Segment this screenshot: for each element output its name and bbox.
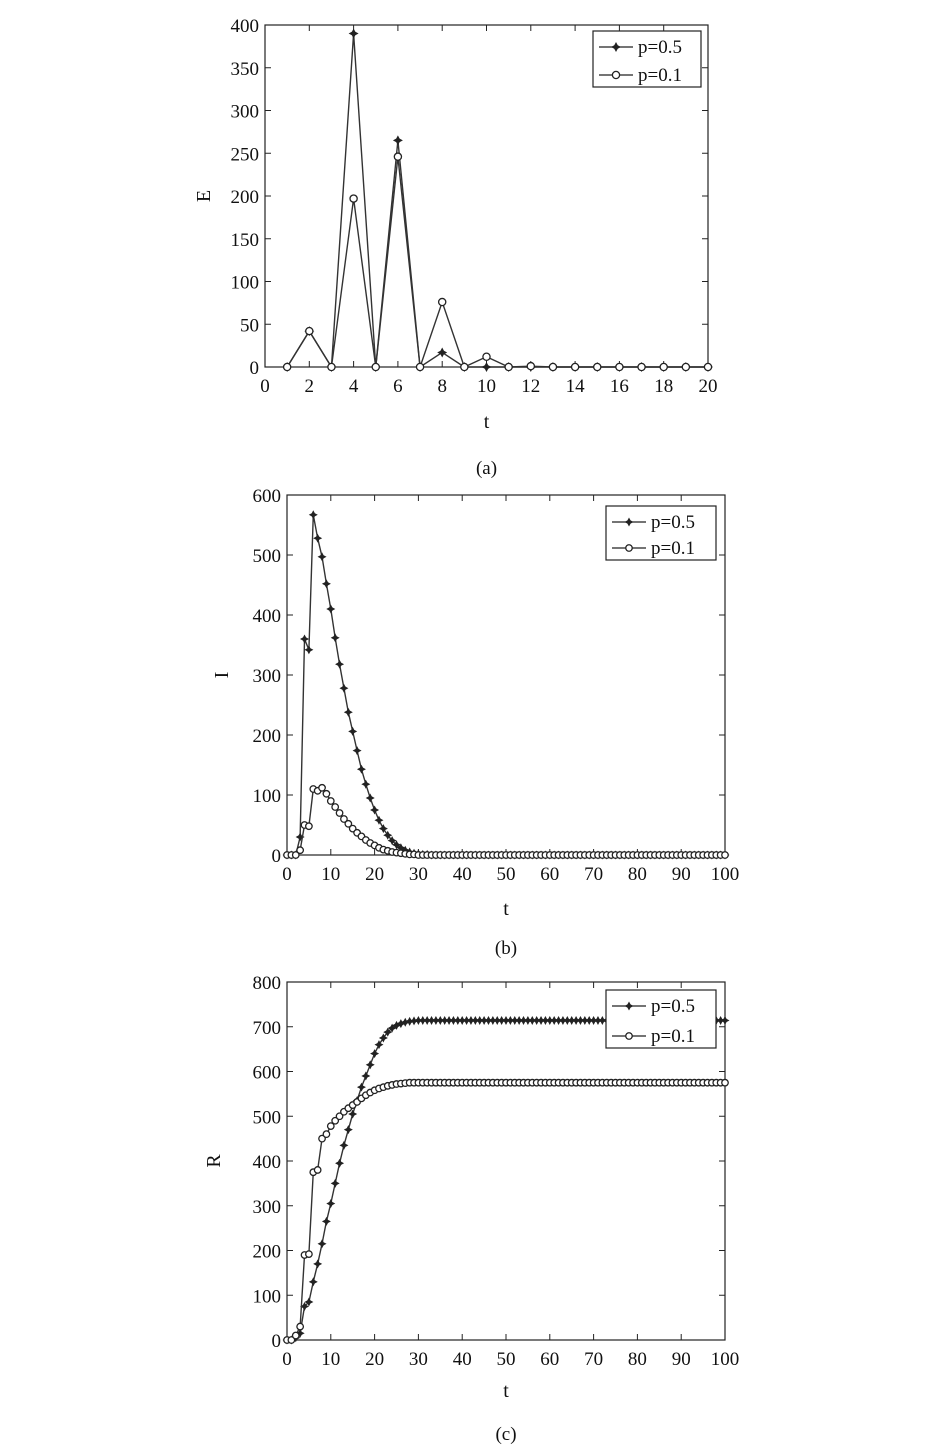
data-point [306, 1251, 312, 1257]
y-tick-label: 600 [252, 1062, 281, 1084]
data-point [323, 791, 329, 797]
data-point [297, 847, 303, 853]
data-point [309, 510, 318, 519]
y-tick-label: 700 [252, 1017, 281, 1039]
x-tick-label: 10 [477, 376, 496, 397]
data-point [336, 810, 342, 816]
data-point [323, 1131, 329, 1137]
legend-marker [612, 71, 619, 78]
data-point [348, 727, 357, 736]
x-tick-label: 70 [584, 864, 604, 885]
y-tick-label: 0 [271, 1331, 281, 1352]
x-tick-label: 18 [654, 376, 674, 397]
data-point [379, 824, 388, 833]
data-point [660, 363, 667, 370]
data-point [594, 363, 601, 370]
series-p-0-1 [284, 785, 728, 859]
legend-label: p=0.1 [651, 1026, 695, 1047]
x-tick-label: 20 [698, 376, 718, 397]
x-tick-label: 8 [437, 376, 447, 397]
x-tick-label: 30 [408, 864, 428, 885]
y-tick-label: 500 [252, 546, 281, 567]
data-point [309, 1277, 318, 1286]
data-point [357, 765, 366, 774]
data-point [361, 1071, 370, 1080]
data-point [374, 1040, 383, 1049]
data-point [549, 363, 556, 370]
y-tick-label: 800 [252, 973, 281, 994]
x-tick-label: 80 [627, 1349, 647, 1370]
series-line [287, 515, 725, 855]
x-tick-label: 30 [408, 1349, 428, 1370]
data-point [328, 798, 334, 804]
data-point [505, 363, 512, 370]
data-point [314, 1167, 320, 1173]
data-point [357, 1083, 366, 1092]
data-point [704, 363, 711, 370]
data-point [313, 534, 322, 543]
data-point [361, 780, 370, 789]
series-p-0-1 [284, 1079, 728, 1343]
data-point [322, 579, 331, 588]
x-tick-label: 10 [321, 864, 341, 885]
legend-label: p=0.5 [651, 512, 695, 533]
x-tick-label: 60 [540, 1349, 560, 1370]
y-tick-label: 200 [252, 726, 281, 747]
data-point [319, 785, 325, 791]
series-line [287, 788, 725, 855]
y-tick-label: 150 [230, 229, 259, 251]
x-tick-label: 6 [393, 376, 403, 397]
y-tick-label: 350 [230, 58, 259, 80]
legend-marker [626, 545, 632, 551]
data-point [331, 1179, 340, 1188]
legend [606, 506, 716, 560]
data-point [326, 1199, 335, 1208]
data-point [350, 195, 357, 202]
x-tick-label: 14 [565, 376, 585, 397]
data-point [527, 363, 534, 370]
y-tick-label: 50 [240, 315, 259, 337]
x-tick-label: 12 [521, 376, 541, 397]
x-tick-label: 2 [304, 376, 315, 397]
y-axis-label: I [211, 671, 233, 679]
x-axis-label: t [503, 1380, 509, 1402]
series-line [287, 1083, 725, 1340]
data-point [638, 363, 645, 370]
data-point [328, 363, 335, 370]
data-point [326, 605, 335, 614]
legend-label: p=0.1 [651, 538, 695, 559]
data-point [313, 1259, 322, 1268]
legend-label: p=0.5 [638, 37, 682, 58]
data-point [318, 552, 327, 561]
x-tick-label: 20 [365, 1349, 385, 1370]
data-point [293, 1332, 299, 1338]
legend-marker [626, 1033, 632, 1039]
y-tick-label: 300 [252, 1196, 281, 1218]
chart-c [203, 973, 739, 1445]
x-tick-label: 20 [365, 864, 385, 885]
data-point [339, 1141, 348, 1150]
data-point [306, 327, 313, 334]
data-point [372, 363, 379, 370]
x-tick-label: 4 [348, 376, 359, 397]
y-axis-label: R [203, 1154, 225, 1168]
data-point [616, 363, 623, 370]
data-point [374, 816, 383, 825]
data-point [416, 363, 423, 370]
x-axis-label: t [483, 411, 490, 433]
data-point [300, 635, 309, 644]
x-tick-label: 60 [540, 864, 560, 885]
y-tick-label: 300 [252, 666, 281, 687]
legend [606, 990, 716, 1048]
x-tick-label: 0 [282, 864, 292, 885]
panel-caption: (c) [495, 1424, 517, 1445]
data-point [322, 1217, 331, 1226]
data-point [331, 633, 340, 642]
y-tick-label: 400 [252, 606, 281, 627]
data-point [439, 298, 446, 305]
y-tick-label: 250 [230, 144, 259, 166]
x-tick-label: 50 [496, 864, 516, 885]
legend-label: p=0.5 [651, 996, 695, 1017]
data-point [482, 362, 492, 372]
y-tick-label: 100 [252, 1286, 281, 1308]
y-tick-label: 600 [252, 486, 281, 507]
panel-caption: (a) [475, 458, 498, 479]
x-tick-label: 90 [671, 1349, 691, 1370]
y-tick-label: 100 [230, 272, 259, 294]
x-tick-label: 70 [584, 1349, 604, 1370]
y-tick-label: 0 [271, 846, 281, 867]
legend [593, 31, 701, 87]
data-point [370, 806, 379, 815]
data-point [722, 852, 728, 858]
data-point [349, 29, 359, 39]
data-point [318, 1239, 327, 1248]
series-p-0-1 [284, 153, 712, 371]
data-point [437, 347, 447, 357]
x-axis-label: t [503, 898, 509, 920]
y-tick-label: 100 [252, 786, 281, 807]
data-point [339, 684, 348, 693]
x-tick-label: 90 [671, 864, 691, 885]
x-tick-label: 50 [496, 1349, 516, 1370]
series-line [287, 1020, 725, 1340]
x-tick-label: 10 [321, 1349, 341, 1370]
data-point [483, 353, 490, 360]
series-line [287, 157, 708, 367]
chart-a [193, 16, 718, 479]
data-point [682, 363, 689, 370]
data-point [284, 363, 291, 370]
data-point [366, 794, 375, 803]
y-axis-label: E [193, 189, 215, 203]
data-point [297, 1323, 303, 1329]
series-p-0-5 [283, 510, 730, 859]
y-tick-label: 400 [252, 1152, 281, 1173]
data-point [722, 1079, 728, 1085]
data-point [461, 363, 468, 370]
data-point [393, 135, 403, 145]
y-tick-label: 200 [230, 187, 259, 208]
data-point [721, 1016, 730, 1025]
series-p-0-5 [283, 1016, 730, 1345]
x-tick-label: 100 [710, 864, 740, 885]
data-point [306, 823, 312, 829]
data-point [370, 1049, 379, 1058]
data-point [366, 1060, 375, 1069]
chart-b [211, 486, 739, 959]
data-point [335, 660, 344, 669]
data-point [344, 1125, 353, 1134]
x-tick-label: 80 [627, 864, 647, 885]
y-tick-label: 500 [252, 1107, 281, 1129]
x-tick-label: 0 [260, 376, 270, 397]
y-tick-label: 400 [230, 16, 259, 37]
x-tick-label: 100 [710, 1349, 740, 1370]
x-tick-label: 0 [282, 1349, 292, 1370]
data-point [353, 746, 362, 755]
y-tick-label: 300 [230, 101, 259, 123]
y-tick-label: 200 [252, 1241, 281, 1263]
legend-label: p=0.1 [638, 65, 682, 86]
data-point [335, 1159, 344, 1168]
x-tick-label: 16 [609, 376, 629, 397]
x-tick-label: 40 [452, 864, 472, 885]
data-point [394, 153, 401, 160]
data-point [572, 363, 579, 370]
y-tick-label: 0 [249, 358, 259, 379]
panel-caption: (b) [494, 938, 518, 959]
data-point [304, 645, 313, 654]
data-point [332, 804, 338, 810]
data-point [344, 708, 353, 717]
x-tick-label: 40 [452, 1349, 472, 1370]
